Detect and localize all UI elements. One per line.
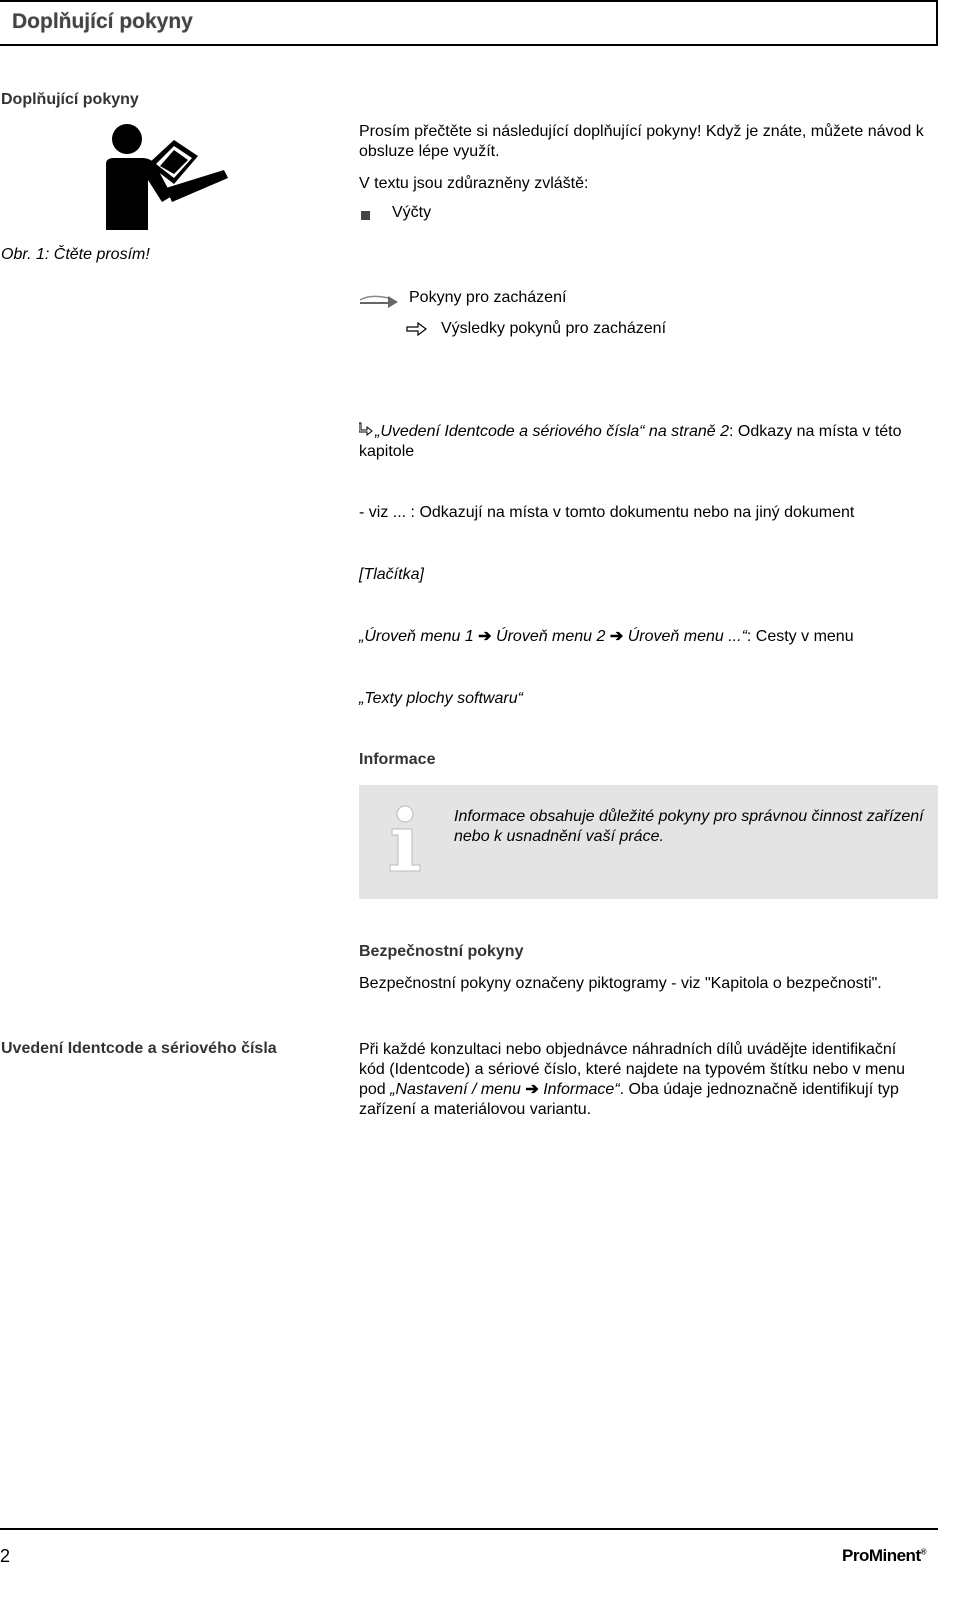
hand-pointer-icon [360,290,400,308]
software-texts: „Texty plochy softwaru“ [359,690,523,707]
page-title: Doplňující pokyny [12,10,193,33]
info-icon [386,805,426,873]
info-box-text: Informace obsahuje důležité pokyny pro správnou činnost zařízení nebo k usnadnění vaší práce. [454,808,924,845]
menu-open-quote: „ [359,628,365,645]
identcode-text-2: . Oba údaje jednoznačně identifikují typ zařízení a materiálovou variantu. [359,1081,899,1118]
section-heading-identcode: Uvedení Identcode a sériového čísla [1,1040,277,1057]
menu-path-desc: : Cesty v menu [746,628,854,645]
link-reference [359,422,934,462]
link-arrow-icon [359,422,375,442]
intro-paragraph: Prosím přečtěte si následující doplňující pokyny! Když je znáte, můžete návod k obsluze lépe využít. [359,123,924,160]
hollow-arrow-icon [406,322,428,336]
handling-instruction: Pokyny pro zacházení [409,289,567,306]
menu-level-3: Úroveň menu ... [627,628,742,645]
menu-setting: „Nastavení / menu [390,1081,521,1098]
square-bullet-icon [361,207,370,225]
emphasis-intro: V textu jsou zdůrazněny zvláště: [359,175,589,192]
menu-level-1: Úroveň menu 1 [364,628,474,645]
safety-heading: Bezpečnostní pokyny [359,943,524,960]
right-arrow-icon: ➔ [609,628,624,645]
identcode-text-1: Při každé konzultaci nebo objednávce náhradních dílů uvádějte identifikační kód (Identcode) a sériové číslo, které najdete na typovém štítku nebo v menu pod [359,1041,906,1098]
section-heading: Doplňující pokyny [1,91,139,108]
brand-logo [842,1546,926,1566]
figure-caption: Obr. 1: Čtěte prosím! [1,246,150,263]
safety-text: Bezpečnostní pokyny označeny piktogramy - viz "Kapitola o bezpečnosti". [359,975,882,992]
menu-information: Informace“ [543,1081,620,1098]
right-arrow-icon: ➔ [478,628,492,645]
footer-divider [0,1528,938,1530]
person-reading-icon [104,122,228,230]
bullet-item: Výčty [392,204,432,221]
link-reference-target[interactable]: „Uvedení Identcode a sériového čísla“ na straně 2 [375,423,729,440]
info-heading: Informace [359,751,436,768]
menu-close-quote: “ [741,628,747,645]
brand-name: ProMinent [842,1546,921,1565]
menu-level-2: Úroveň menu 2 [496,628,606,645]
handling-result: Výsledky pokynů pro zacházení [441,320,667,337]
link-reference-desc: : Odkazy na místa v této kapitole [359,423,902,460]
brand-mark: ® [920,1547,927,1557]
menu-path [359,627,854,647]
page-number: 2 [0,1546,11,1566]
right-arrow-icon: ➔ [525,1081,539,1098]
buttons-text: [Tlačítka] [359,566,424,583]
viz-text: - viz ... : Odkazují na místa v tomto dokumentu nebo na jiný dokument [359,504,855,521]
identcode-paragraph [359,1040,914,1120]
